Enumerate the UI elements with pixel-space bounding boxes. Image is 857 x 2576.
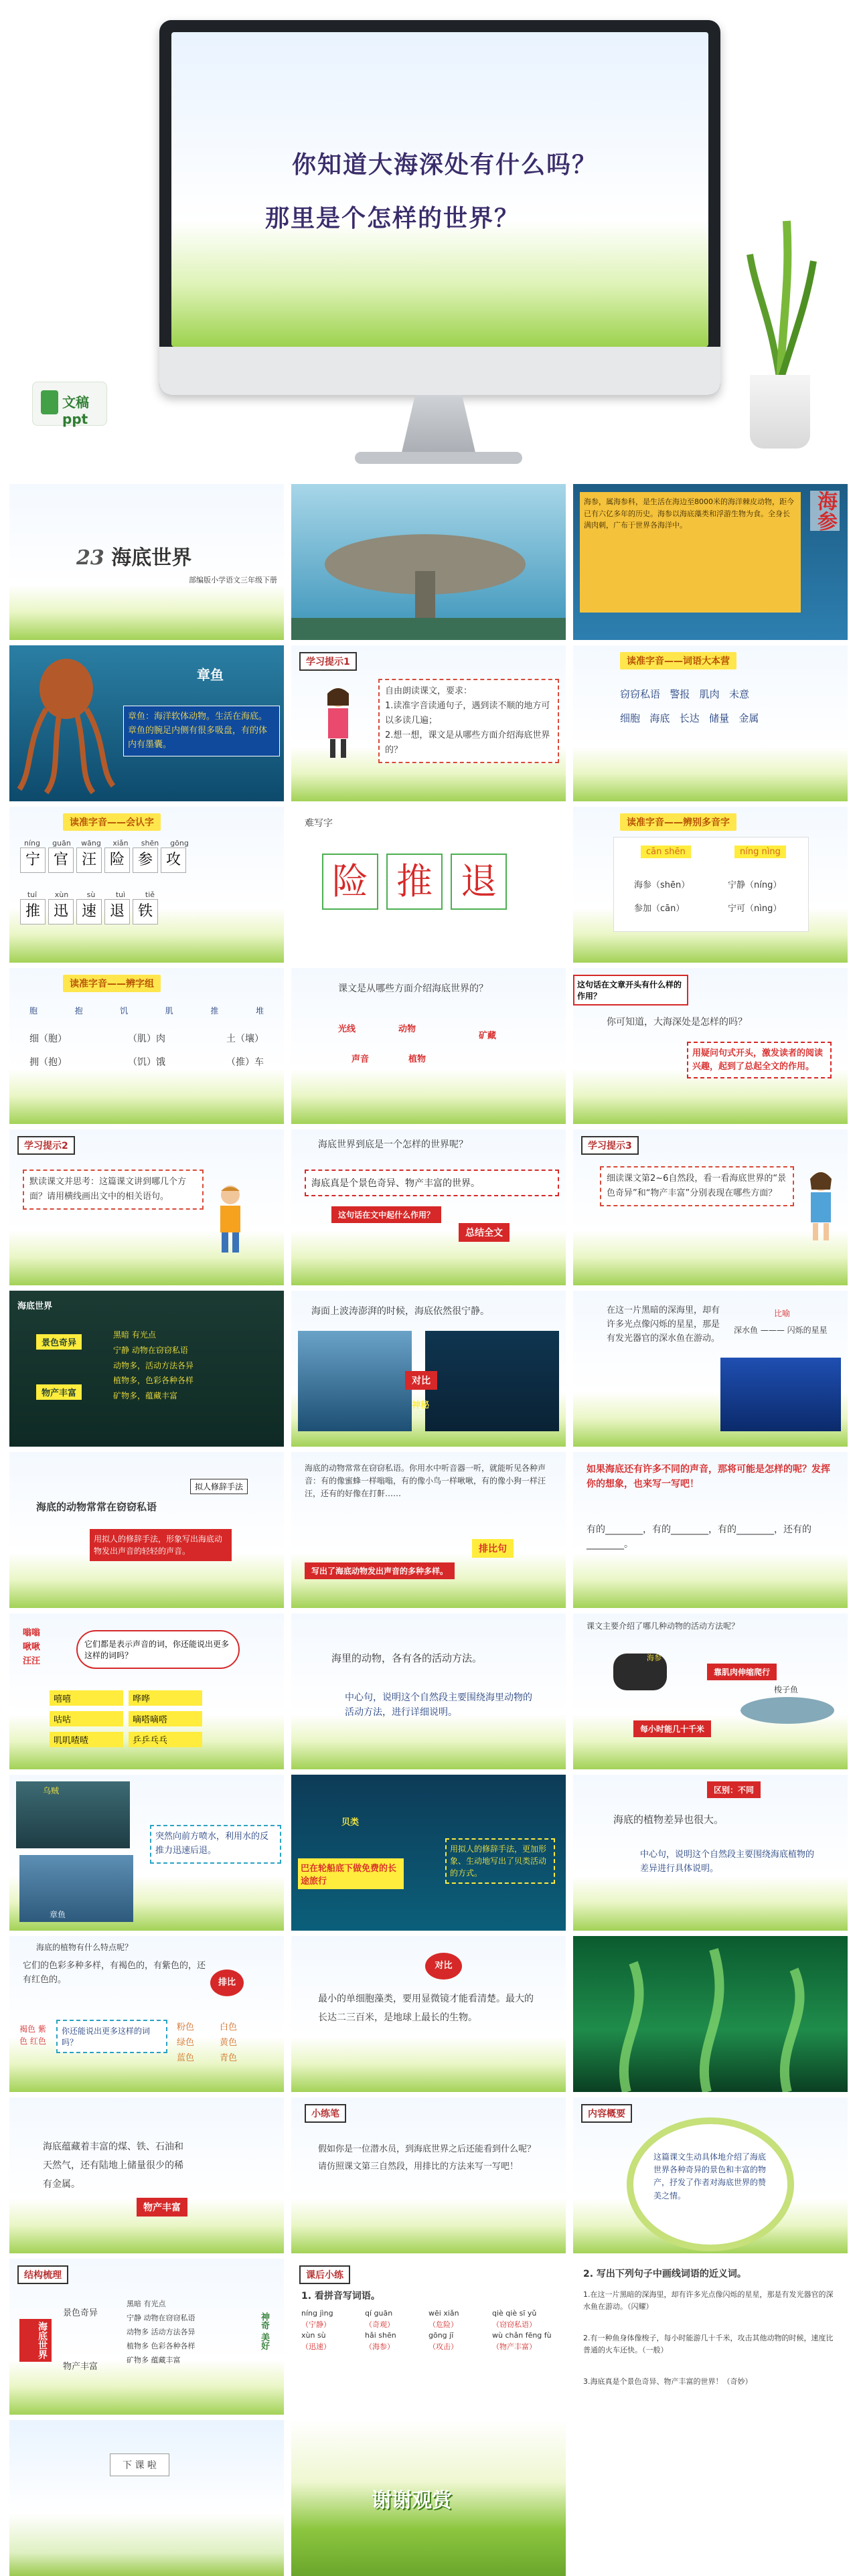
opening-question: 这句话在文章开头有什么样的作用？ (573, 975, 688, 1005)
lesson-title: 海底世界 (111, 546, 192, 570)
pinyin: xiǎn (112, 839, 129, 848)
pinyin: wēi xiǎn (428, 2309, 459, 2318)
group-head: 堆 (255, 1006, 264, 1016)
sounds-explain: 写出了海底动物发出声音的多种多样。 (305, 1562, 455, 1579)
mindmap-leaf: 宁静 动物在窃窃私语 (113, 1345, 188, 1355)
aspect-keyword: 光线 (338, 1024, 356, 1034)
exercise-answer: （宁静） (301, 2320, 331, 2329)
pinyin: wāng (81, 839, 101, 848)
slide-minerals (9, 2097, 284, 2253)
char-box: 汪 (76, 848, 102, 873)
polyphone-word: 宁可（nìng） (728, 904, 782, 914)
squid-photo-icon (16, 1781, 130, 1848)
structure-leaf: 矿物多 蕴藏丰富 (127, 2355, 181, 2364)
pinyin: guān (52, 839, 71, 848)
char-box: 铁 (133, 899, 158, 924)
study-tip-1-line1: 自由朗读课文，要求： (385, 686, 473, 696)
exercise-answer: （海参） (365, 2342, 394, 2351)
pinyin: gōng jī (428, 2331, 454, 2340)
pinyin: hǎi shēn (365, 2331, 396, 2340)
summary-sentence: 海底真是个景色奇异、物产丰富的世界。 (305, 1170, 559, 1196)
slide-thanks (291, 2420, 566, 2576)
aspect-keyword: 植物 (408, 1054, 426, 1064)
polyphone-card (613, 837, 809, 932)
waves-text: 海面上波涛澎湃的时候，海底依然很宁静。 (311, 1306, 489, 1317)
mindmap-leaf: 植物多，色彩各种各样 (113, 1376, 194, 1386)
exercise-2-item: 3.海底真是个景色奇异、物产丰富的世界！（奇妙） (583, 2377, 753, 2386)
pinyin: tuì (115, 890, 126, 899)
exercise-answer: （迅速） (301, 2342, 331, 2351)
sea-cucumber-label: 海参 (810, 491, 840, 531)
char-box: 参 (133, 848, 158, 873)
contrast-badge: 对比 (425, 1953, 462, 1980)
hard-char: 推 (386, 854, 443, 910)
slide-summary-question (291, 1129, 566, 1285)
more-colors-question: 你还能说出更多这样的词吗？ (56, 2020, 167, 2053)
slide-study-tip-3 (573, 1129, 848, 1285)
barracuda-name: 梭子鱼 (774, 1685, 799, 1694)
answer-word: 叽叽喳喳 (50, 1732, 123, 1747)
color-answers (177, 2020, 260, 2063)
vocab-word: 长达 (679, 712, 700, 724)
slide-shellfish (291, 1775, 566, 1931)
vocab-word: 金属 (738, 712, 759, 724)
exercise-2-question: 2. 写出下列句子中画线词语的近义词。 (583, 2269, 747, 2279)
char-box: 速 (76, 899, 102, 924)
vocab-word: 海底 (649, 712, 670, 724)
study-tip-1-line3: 2.想一想，课文是从哪些方面介绍海底世界的？ (385, 730, 550, 756)
summary-answer: 总结全文 (459, 1223, 510, 1242)
structure-leaf: 植物多 色彩各种各样 (127, 2341, 196, 2350)
monitor-base (355, 452, 522, 464)
group-head: 肌 (165, 1006, 173, 1016)
parallelism-badge: 排比 (210, 1969, 244, 1996)
group-word: 细（胞） (29, 1034, 67, 1044)
slide-kelp-photo (573, 1936, 848, 2092)
deep-sea-photo-icon (425, 1331, 559, 1431)
slide-sea-cucumber (573, 484, 848, 640)
group-word: （肌）肉 (128, 1034, 165, 1044)
color-list: 褐色 紫色 红色 (19, 2024, 46, 2046)
slide-movement (291, 1613, 566, 1769)
structure-leaf: 动物多 活动方法各异 (127, 2327, 196, 2336)
slide-char-groups (9, 968, 284, 1124)
mystery-label: 神秘 (412, 1400, 430, 1411)
slide-opening-role (573, 968, 848, 1124)
slide-sounds (291, 1452, 566, 1608)
group-head: 饥 (120, 1006, 129, 1016)
opening-sentence: 你可知道，大海深处是怎样的吗？ (607, 1017, 747, 1028)
structure-leaf: 黑暗 有光点 (127, 2300, 166, 2308)
study-tip-2-text: 默读课文并思考：这篇课文讲到哪几个方面？请用横线画出文中的相关语句。 (23, 1170, 204, 1210)
slide-vocab (573, 645, 848, 801)
movement-text: 海里的动物，各有各的活动方法。 (331, 1652, 483, 1664)
exercise-answer: （窃窃私语） (492, 2320, 536, 2329)
structure-root: 海底世界 (19, 2319, 52, 2362)
char-row-1 (19, 839, 193, 873)
shellfish-way: 巴在轮船底下做免费的长途旅行 (298, 1858, 404, 1889)
slide-class-dismissed (9, 2420, 284, 2576)
answer-word: 嘻嘻 (50, 1690, 123, 1706)
slide-imagine-sounds (573, 1452, 848, 1608)
mindmap-title: 海底世界 (17, 1301, 53, 1311)
lesson-subtitle: 部编版小学语文三年级下册 (189, 576, 277, 584)
shellfish-explain: 用拟人的修辞手法，更加形象、生动地写出了贝类活动的方式。 (445, 1838, 555, 1884)
vocab-word: 未意 (728, 688, 749, 700)
metaphor-line: 深水鱼 ——— 闪烁的星星 (734, 1325, 828, 1335)
plant-pot (750, 375, 810, 449)
summary-question: 海底世界到底是一个怎样的世界呢？ (318, 1139, 468, 1150)
plant-colors-text: 它们的色彩多种多样，有褐色的，有紫色的，还有红色的。 (23, 1961, 206, 1985)
exercise-2-item: 1.在这一片黑暗的深海里，却有许多光点像闪烁的星星，那是有发光器官的深水鱼在游动。（闪耀） (583, 2290, 834, 2311)
content-summary-text: 这篇课文生动具体地介绍了海底世界各种奇异的景色和丰富的物产，抒发了作者对海底世界的赞美之情。 (653, 2152, 767, 2200)
plant-diff-explain: 中心句，说明这个自然段主要围绕海底植物的差异进行具体说明。 (640, 1850, 815, 1874)
polyphone-head-2: níng nìng (734, 846, 786, 858)
cover-title-line2: 那里是个怎样的世界？ (265, 204, 520, 232)
slide-whisper (9, 1452, 284, 1608)
whisper-explain: 用拟人的修辞手法，形象写出海底动物发出声音的轻轻的声音。 (90, 1529, 232, 1561)
sounds-text: 海底的动物常常在窃窃私语。你用水中听音器一听，就能听见各种声音：有的像蜜蜂一样嗡嗡，有的像小鸟一样啾啾，有的像小狗一样汪汪，还有的好像在打鼾…… (305, 1463, 546, 1499)
vocab-word: 肌肉 (699, 688, 720, 700)
lesson-number: 23 (76, 546, 104, 570)
polyphone-word: 参加（cān） (634, 904, 685, 914)
barracuda-icon (741, 1694, 834, 1727)
polyphone-word: 海参（shēn） (634, 880, 690, 890)
char-group-row-2 (29, 1055, 264, 1068)
study-tip-1-box (378, 679, 559, 763)
octopus-text: 章鱼：海洋软体动物。生活在海底。章鱼的腕足内侧有很多吸盘，有的体内有墨囊。 (123, 706, 280, 756)
slide-content-summary (573, 2097, 848, 2253)
movement-explain: 中心句，说明这个自然段主要围绕海里动物的活动方法，进行详细说明。 (345, 1692, 532, 1718)
slide-recognize-chars (9, 807, 284, 963)
sound-word: 嗡嗡 (23, 1628, 41, 1638)
exercise-1-question: 1. 看拼音写词语。 (301, 2291, 380, 2302)
sound-word-list (23, 1627, 40, 1668)
color-answer: 白色 (220, 2022, 238, 2032)
metaphor-source: 深水鱼 (734, 1325, 759, 1335)
aspect-keyword: 矿藏 (479, 1031, 497, 1041)
study-tip-1-line2: 1.读准字音读通句子，遇到读不顺的地方可以多读几遍； (385, 701, 550, 726)
slide-aspects (291, 968, 566, 1124)
vocab-tag: 读准字音——词语大本营 (620, 652, 736, 669)
mindmap-leaf: 矿物多，蕴藏丰富 (113, 1391, 178, 1401)
octopus-label: 章鱼 (197, 667, 224, 683)
rich-resources-label: 物产丰富 (137, 2198, 187, 2217)
monitor (159, 20, 720, 395)
exercise-2-item: 2.有一种鱼身体像梭子，每小时能游几十千米，攻击其他动物的时候，速度比普通的火车还快。（一般） (583, 2334, 834, 2354)
aspect-keyword: 声音 (352, 1054, 370, 1064)
char-box: 官 (48, 848, 74, 873)
group-head: 抱 (74, 1006, 83, 1016)
kelp-photo-icon (573, 1936, 848, 2092)
fish-photo-icon (720, 1358, 841, 1431)
slide-exercise-1 (291, 2259, 566, 2415)
polyphone-tag: 读准字音——辨别多音字 (620, 813, 736, 831)
exercise-1-grid (301, 2309, 556, 2352)
pinyin: gōng (170, 839, 189, 848)
exercise-answer: （物产丰富） (492, 2342, 536, 2351)
slide-glowing-fish (573, 1291, 848, 1447)
vocab-words (620, 682, 759, 730)
squid-method-text: 突然向前方喷水，利用水的反推力迅速后退。 (150, 1825, 281, 1864)
structure-leaves (127, 2298, 196, 2367)
slide-study-tip-1 (291, 645, 566, 801)
coral-photo-icon (291, 484, 566, 640)
pinyin: sù (86, 890, 96, 899)
slide-squid-octopus (9, 1775, 284, 1931)
glowing-fish-text: 在这一片黑暗的深海里，却有许多光点像闪烁的星星，那是有发光器官的深水鱼在游动。 (607, 1305, 720, 1344)
polyphone-word: 宁静（níng） (728, 880, 782, 890)
hard-char: 退 (451, 854, 507, 910)
pinyin: níng (24, 839, 40, 848)
char-box: 迅 (48, 899, 74, 924)
structure-tag: 结构梳理 (17, 2265, 68, 2284)
mindmap-branch-1: 景色奇异 (36, 1334, 82, 1350)
teacher-icon (318, 686, 358, 759)
cover-title-line1: 你知道大海深处有什么吗？ (292, 151, 598, 179)
char-box: 险 (104, 848, 130, 873)
char-row-2 (19, 890, 163, 924)
aspect-keyword: 动物 (398, 1024, 416, 1034)
group-word: （饥）饿 (128, 1057, 165, 1068)
hard-char-row (318, 854, 511, 910)
minerals-text: 海底蕴藏着丰富的煤、铁、石油和天然气，还有陆地上储量很少的稀有金属。 (43, 2142, 183, 2190)
writing-practice-text: 假如你是一位潜水员，到海底世界之后还能看到什么呢？请仿照课文第三自然段，用排比的方法来写一写吧！ (318, 2144, 536, 2172)
char-group-row-1 (29, 1032, 264, 1045)
personification-tag: 拟人修辞手法 (190, 1479, 248, 1494)
char-group-heads (29, 1005, 264, 1016)
writing-practice-tag: 小练笔 (305, 2104, 346, 2123)
brand-logo (32, 382, 107, 426)
char-box: 宁 (20, 848, 46, 873)
opening-answer: 用疑问句式开头，激发读者的阅读兴趣，起到了总起全文的作用。 (687, 1042, 832, 1078)
group-word: （推）车 (226, 1057, 264, 1068)
char-box: 推 (20, 899, 46, 924)
pinyin: xùn sù (301, 2331, 326, 2340)
recognize-tag: 读准字音——会认字 (63, 813, 161, 831)
slide-onomatopoeia (9, 1613, 284, 1769)
pinyin: qiè qiè sī yǔ (492, 2309, 537, 2318)
slide-coral-photo (291, 484, 566, 640)
exercise-answer: （危险） (428, 2320, 458, 2329)
aspects-question: 课文是从哪些方面介绍海底世界的？ (338, 983, 488, 994)
monitor-chin (159, 347, 720, 395)
boy-icon (210, 1183, 250, 1257)
slide-exercise-2 (573, 2259, 848, 2415)
slide-octopus (9, 645, 284, 801)
shellfish-label: 贝类 (341, 1818, 360, 1828)
vocab-word: 窃窃私语 (620, 688, 661, 700)
summary-role-question: 这句话在文中起什么作用？ (331, 1206, 441, 1223)
char-box: 退 (104, 899, 130, 924)
slide-mindmap (9, 1291, 284, 1447)
pinyin: shēn (141, 839, 159, 848)
octopus-icon (13, 649, 120, 796)
polyphone-head-1: cān shēn (641, 846, 691, 858)
sea-cucumber-text: 海参，属海参科，是生活在海边至8000米的海洋棘皮动物，距今已有六亿多年的历史。海参以海底藻类和浮游生物为食。全身长满肉刺，广布于世界各海洋中。 (580, 492, 801, 613)
color-answer: 粉色 (177, 2022, 195, 2032)
slide-waves (291, 1291, 566, 1447)
color-answer: 黄色 (220, 2038, 238, 2048)
group-word: 土（壤） (226, 1034, 264, 1044)
onomatopoeia-answers (50, 1690, 202, 1747)
study-tip-3-tag: 学习提示3 (581, 1136, 639, 1155)
vocab-word: 细胞 (620, 712, 641, 724)
pinyin: tuī (27, 890, 37, 899)
pinyin: qí guān (365, 2309, 393, 2318)
logo-mark-icon (41, 390, 58, 414)
girl-icon (801, 1170, 841, 1243)
structure-conclusion: 神奇 美好 (259, 2312, 269, 2350)
mindmap-branch-2: 物产丰富 (36, 1384, 82, 1400)
vocab-word: 警报 (670, 688, 690, 700)
pinyin: tiě (145, 890, 155, 899)
group-head: 推 (210, 1006, 219, 1016)
study-tip-2-tag: 学习提示2 (17, 1136, 75, 1155)
pinyin: níng jìng (301, 2309, 333, 2318)
waves-photo-icon (298, 1331, 412, 1431)
sound-word: 啾啾 (23, 1641, 41, 1652)
metaphor-label: 比喻 (774, 1309, 791, 1318)
cover-section (0, 0, 857, 479)
structure-branch-2: 物产丰富 (63, 2362, 98, 2372)
study-tip-1-tag: 学习提示1 (299, 652, 357, 671)
group-word: 拥（抱） (29, 1057, 67, 1068)
slide-writing-practice (291, 2097, 566, 2253)
exercise-answer: （奇观） (365, 2320, 394, 2329)
slide-title (9, 484, 284, 640)
barracuda-way: 每小时能几十千米 (633, 1720, 711, 1737)
slide-structure (9, 2259, 284, 2415)
pinyin: wù chǎn fēng fù (492, 2331, 552, 2340)
class-dismissed-text: 下 课 啦 (110, 2453, 169, 2476)
char-groups-tag: 读准字音——辨字组 (63, 975, 161, 992)
imagine-blank-line: 有的________，有的________，有的________，还有的________。 (587, 1524, 811, 1550)
answer-word: 哗哗 (129, 1690, 202, 1706)
color-answer: 青色 (220, 2053, 238, 2063)
study-tip-3-text: 细读课文第2~6自然段，看一看海底世界的“景色奇异”和“物产丰富”分别表现在哪些方面？ (600, 1166, 794, 1206)
octopus-photo-icon (19, 1855, 133, 1922)
hard-char: 险 (322, 854, 378, 910)
slide-plant-diff (573, 1775, 848, 1931)
group-head: 胞 (29, 1006, 38, 1016)
plant-size-text: 最小的单细胞藻类，要用显微镜才能看清楚。最大的长达二三百米，是地球上最长的生物。 (318, 1994, 534, 2023)
animal-ways-question: 课文主要介绍了哪几种动物的活动方法呢？ (587, 1621, 740, 1631)
sea-cucumber-name: 海参 (647, 1654, 661, 1662)
answer-word: 嘀嗒嘀嗒 (129, 1711, 202, 1726)
hard-chars-tag: 难写字 (305, 818, 333, 829)
slide-study-tip-2 (9, 1129, 284, 1285)
color-answer: 蓝色 (177, 2053, 195, 2063)
monitor-screen (171, 32, 708, 347)
pinyin: xùn (54, 890, 69, 899)
slide-plant-colors (9, 1936, 284, 2092)
difference-tag: 区别：不同 (707, 1781, 761, 1798)
exercise-tag: 课后小练 (299, 2265, 350, 2284)
char-box: 攻 (161, 848, 186, 873)
squid-label: 乌贼 (43, 1786, 60, 1795)
mindmap-leaves (113, 1327, 193, 1404)
answer-word: 乒乒乓乓 (129, 1732, 202, 1747)
slide-animal-ways (573, 1613, 848, 1769)
slide-polyphones (573, 807, 848, 963)
plant-diff-text: 海底的植物差异也很大。 (613, 1814, 724, 1826)
metaphor-target: 闪烁的星星 (787, 1325, 828, 1335)
sound-word: 汪汪 (23, 1656, 41, 1666)
parallelism-label: 排比句 (472, 1539, 514, 1558)
structure-branch-1: 景色奇异 (63, 2308, 98, 2318)
structure-leaf: 宁静 动物在窃窃私语 (127, 2313, 196, 2322)
mindmap-leaf: 动物多，活动方法各异 (113, 1360, 194, 1370)
monitor-stand (392, 395, 485, 455)
mindmap-leaf: 黑暗 有光点 (113, 1330, 156, 1340)
logo-text: 文稿ppt (62, 394, 89, 427)
slide-plant-size (291, 1936, 566, 2092)
answer-word: 咕咕 (50, 1711, 123, 1726)
color-answer: 绿色 (177, 2038, 195, 2048)
exercise-answer: （攻击） (428, 2342, 458, 2351)
thanks-text: 谢谢观赏 (372, 2489, 452, 2512)
vocab-word: 储量 (708, 712, 729, 724)
sea-cucumber-way: 靠肌肉伸缩爬行 (707, 1664, 777, 1680)
onomatopoeia-question: 它们都是表示声音的词，你还能说出更多这样的词吗？ (76, 1630, 240, 1669)
whisper-text: 海底的动物常常在窃窃私语 (36, 1501, 157, 1513)
plant-colors-question: 海底的植物有什么特点呢？ (36, 1943, 133, 1952)
octopus-label-2: 章鱼 (50, 1910, 66, 1919)
slide-hard-chars (291, 807, 566, 963)
imagine-prompt: 如果海底还有许多不同的声音，那将可能是怎样的呢？发挥你的想象，也来写一写吧！ (587, 1464, 830, 1490)
contrast-label: 对比 (405, 1371, 437, 1390)
content-summary-tag: 内容概要 (581, 2104, 632, 2123)
